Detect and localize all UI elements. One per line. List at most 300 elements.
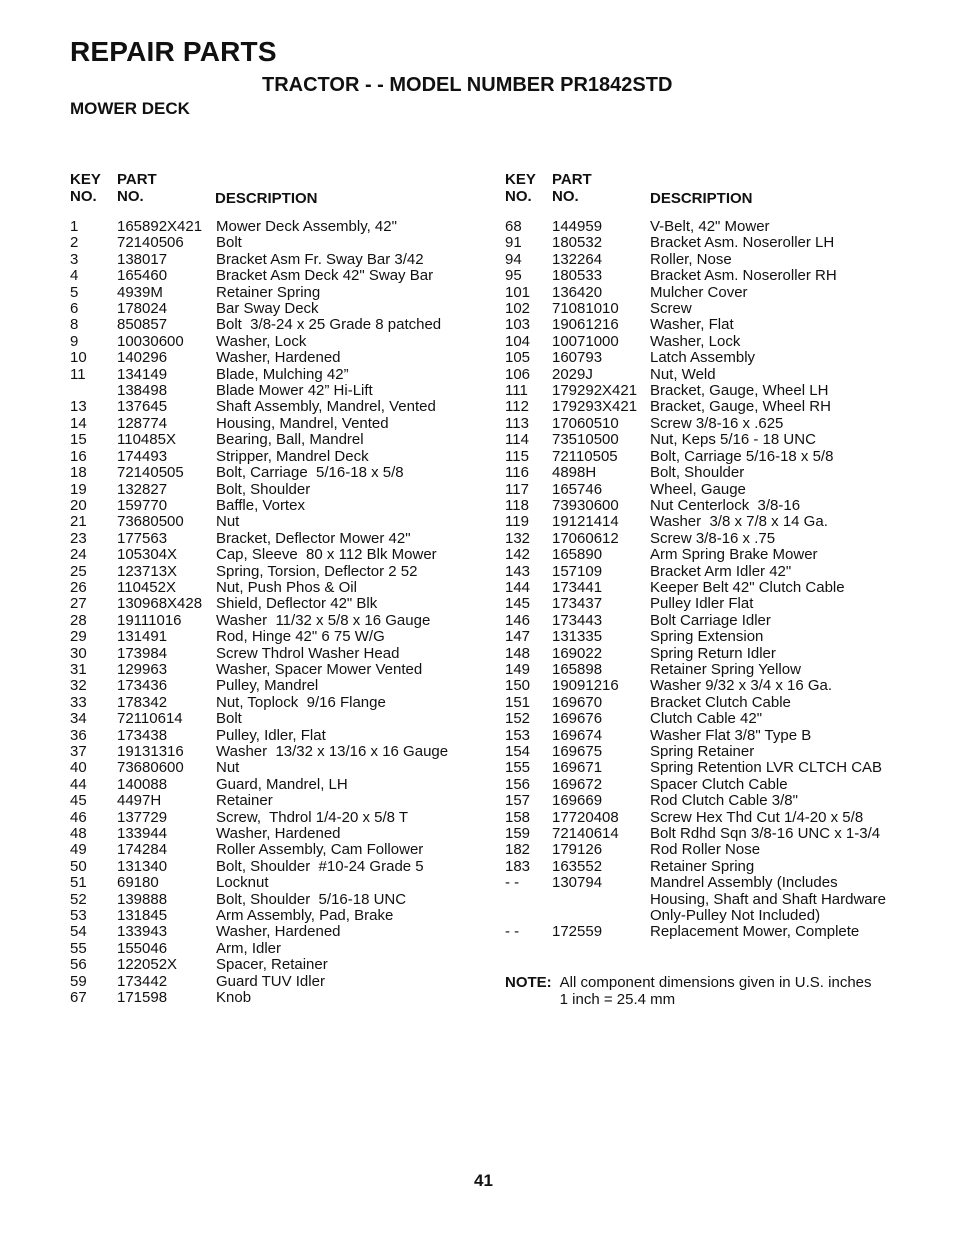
part-number: 72110505: [552, 447, 618, 465]
parts-row: [70, 826, 470, 842]
part-number: 174493: [117, 447, 168, 465]
part-description: Rod Clutch Cable 3/8": [650, 792, 798, 810]
part-description: Bracket Asm. Noseroller RH: [650, 267, 837, 285]
parts-row: [505, 564, 905, 580]
key-number: 9: [70, 332, 79, 350]
part-number: 169676: [552, 710, 603, 728]
parts-row: [70, 613, 470, 629]
parts-row: [505, 449, 905, 465]
page-title: REPAIR PARTS: [70, 36, 277, 67]
part-number: 165890: [552, 546, 603, 564]
key-number: 159: [505, 825, 531, 843]
part-number: 17060612: [552, 529, 619, 547]
key-number: 102: [505, 300, 531, 318]
key-number: 111: [505, 382, 528, 400]
parts-row: [70, 285, 470, 301]
part-description: Screw Hex Thd Cut 1/4-20 x 5/8: [650, 808, 864, 826]
parts-row: [505, 416, 905, 432]
key-number: 51: [70, 874, 87, 892]
key-number: 15: [70, 431, 87, 449]
key-number: 25: [70, 562, 87, 580]
parts-row: [70, 531, 470, 547]
key-number: 152: [505, 710, 531, 728]
part-description: Screw 3/8-16 x .625: [650, 414, 784, 432]
part-number: 173443: [552, 611, 603, 629]
part-number: 132264: [552, 250, 603, 268]
key-no-header: [505, 171, 552, 207]
key-header-line1: KEY: [70, 171, 101, 188]
part-description: Baffle, Vortex: [216, 496, 305, 514]
key-number: 149: [505, 660, 531, 678]
part-description: Washer, Hardened: [216, 825, 341, 843]
part-number: 138017: [117, 250, 168, 268]
parts-row: [505, 498, 905, 514]
section-title: MOWER DECK: [70, 99, 190, 118]
part-number: 173442: [117, 972, 168, 990]
part-description: Stripper, Mandrel Deck: [216, 447, 369, 465]
key-number: 68: [505, 218, 522, 235]
key-number: 30: [70, 644, 87, 662]
parts-row: [70, 268, 470, 284]
part-number: 159770: [117, 496, 168, 514]
part-number: 73930600: [552, 496, 619, 514]
part-number: 73680600: [117, 759, 184, 777]
part-number: 165746: [552, 480, 603, 498]
part-number: 179292X421: [552, 382, 638, 400]
part-description: Bracket Clutch Cable: [650, 693, 791, 711]
part-number: 17720408: [552, 808, 619, 826]
part-number: 163552: [552, 857, 603, 875]
parts-row: [505, 678, 905, 694]
parts-row: [70, 564, 470, 580]
parts-row: [505, 514, 905, 530]
parts-row: [505, 482, 905, 498]
part-number: 169672: [552, 775, 603, 793]
part-description: Retainer Spring: [650, 857, 755, 875]
parts-row: [505, 859, 905, 875]
parts-row: [505, 810, 905, 826]
key-number: 67: [70, 989, 87, 1007]
part-description: Bracket, Deflector Mower 42": [216, 529, 411, 547]
part-description: Locknut: [216, 874, 269, 892]
part-description: Bar Sway Deck: [216, 300, 319, 318]
key-number: 148: [505, 644, 531, 662]
part-description: Blade, Mulching 42”: [216, 365, 349, 383]
part-number: 4898H: [552, 464, 597, 482]
parts-row: [70, 449, 470, 465]
part-description: Bolt 3/8-24 x 25 Grade 8 patched: [216, 316, 442, 334]
key-number: 23: [70, 529, 87, 547]
part-description: Spring, Torsion, Deflector 2 52: [216, 562, 418, 580]
parts-row: [505, 629, 905, 645]
part-number: 138498: [117, 382, 168, 400]
parts-row: [70, 990, 470, 1006]
parts-row: [505, 580, 905, 596]
part-number: 131491: [117, 628, 168, 646]
part-description: Mulcher Cover: [650, 283, 748, 301]
key-header-line2: NO.: [70, 188, 97, 205]
part-number: 180532: [552, 234, 603, 252]
part-number: 169671: [552, 759, 603, 777]
parts-row: [70, 514, 470, 530]
key-number: 36: [70, 726, 87, 744]
note-label: NOTE:: [505, 974, 552, 991]
description-header: [650, 171, 905, 207]
parts-row: [505, 317, 905, 333]
parts-row: [505, 646, 905, 662]
part-number: 129963: [117, 660, 168, 678]
parts-row: [505, 465, 905, 481]
part-number: 131845: [117, 907, 168, 925]
parts-row: [505, 826, 905, 842]
part-number: 177563: [117, 529, 168, 547]
parts-list-header: [505, 171, 905, 207]
part-number: 4939M: [117, 283, 163, 301]
key-number: 112: [505, 398, 529, 416]
parts-row: [505, 695, 905, 711]
part-number: 179293X421: [552, 398, 638, 416]
part-description: Washer, Flat: [650, 316, 734, 334]
part-description: Washer 3/8 x 7/8 x 14 Ga.: [650, 513, 828, 531]
key-number: 115: [505, 447, 529, 465]
key-number: 5: [70, 283, 79, 301]
key-number: 37: [70, 743, 87, 760]
part-description: Bolt, Carriage 5/16-18 x 5/8: [216, 464, 404, 482]
part-description: Clutch Cable 42": [650, 710, 763, 728]
part-description: Replacement Mower, Complete: [650, 923, 860, 941]
part-description: Spring Retention LVR CLTCH CAB: [650, 759, 883, 777]
part-number: 133944: [117, 825, 168, 843]
parts-row: [505, 531, 905, 547]
part-description: Rod Roller Nose: [650, 841, 761, 859]
parts-row: [70, 974, 470, 990]
parts-row: [70, 957, 470, 973]
key-number: 142: [505, 546, 531, 564]
part-number: 133943: [117, 923, 168, 941]
part-number: 169022: [552, 644, 603, 662]
part-description: Bracket, Gauge, Wheel LH: [650, 382, 829, 400]
key-number: - -: [505, 923, 520, 941]
key-number: 56: [70, 956, 87, 974]
part-description: Spring Retainer: [650, 743, 755, 760]
part-number: 19121414: [552, 513, 619, 531]
parts-row: [70, 235, 470, 251]
part-no-header: [117, 171, 215, 207]
key-number: 49: [70, 841, 87, 859]
part-description: Roller, Nose: [650, 250, 732, 268]
part-description: Spacer Clutch Cable: [650, 775, 788, 793]
part-description: Washer Flat 3/8" Type B: [650, 726, 812, 744]
part-description: Arm, Idler: [216, 939, 282, 957]
parts-row: [70, 580, 470, 596]
key-number: 150: [505, 677, 531, 695]
part-number: 4497H: [117, 792, 162, 810]
key-number: 154: [505, 743, 531, 760]
description-header-label: DESCRIPTION: [215, 190, 318, 207]
key-number: 34: [70, 710, 87, 728]
part-description: Washer, Hardened: [216, 923, 341, 941]
key-number: 21: [70, 513, 87, 531]
key-number: 32: [70, 677, 87, 695]
part-number: 134149: [117, 365, 168, 383]
parts-row: [70, 695, 470, 711]
part-header-line2: NO.: [552, 188, 579, 205]
part-number: 131340: [117, 857, 168, 875]
key-number: 104: [505, 332, 531, 350]
part-number: 72110614: [117, 710, 183, 728]
key-number: 46: [70, 808, 87, 826]
parts-row: [70, 317, 470, 333]
key-number: [70, 383, 117, 399]
part-number: 110452X: [117, 578, 176, 596]
part-number: 132827: [117, 480, 168, 498]
part-number: 169675: [552, 743, 603, 760]
part-number: 157109: [552, 562, 603, 580]
part-description: Shaft Assembly, Mandrel, Vented: [216, 398, 436, 416]
parts-row: [505, 760, 905, 776]
parts-row: [70, 367, 470, 383]
part-number: 73510500: [552, 431, 619, 449]
parts-list-right: [505, 171, 905, 941]
part-description: Bracket Arm Idler 42": [650, 562, 792, 580]
part-number: 137645: [117, 398, 168, 416]
key-number: 157: [505, 792, 531, 810]
parts-row: [505, 842, 905, 858]
part-description: Bracket Asm Fr. Sway Bar 3/42: [216, 250, 424, 268]
parts-row: [505, 662, 905, 678]
parts-row: [70, 432, 470, 448]
part-no-header: [552, 171, 650, 207]
part-number: 165460: [117, 267, 168, 285]
key-number: 155: [505, 759, 531, 777]
part-number: 19111016: [117, 611, 182, 629]
parts-row: [505, 350, 905, 366]
parts-row: [70, 416, 470, 432]
parts-row: [70, 219, 470, 235]
parts-row: [70, 892, 470, 908]
key-number: 156: [505, 775, 531, 793]
key-number: 29: [70, 628, 87, 646]
key-number: 91: [505, 234, 522, 252]
part-description: Bolt: [216, 234, 242, 252]
part-description: Bearing, Ball, Mandrel: [216, 431, 364, 449]
key-number: 119: [505, 513, 529, 531]
key-number: 11: [70, 365, 86, 383]
part-description: Bolt Carriage Idler: [650, 611, 771, 629]
key-number: 144: [505, 578, 531, 596]
part-number: 19061216: [552, 316, 619, 334]
key-number: 118: [505, 496, 529, 514]
key-number: 95: [505, 267, 522, 285]
part-header-line1: PART: [552, 171, 592, 188]
key-number: 19: [70, 480, 87, 498]
part-number: 172559: [552, 923, 603, 941]
parts-row: [505, 728, 905, 744]
key-number: 113: [505, 414, 529, 432]
part-description: Guard TUV Idler: [216, 972, 325, 990]
part-number: 69180: [117, 874, 159, 892]
parts-row: [505, 613, 905, 629]
description-header: [215, 171, 470, 207]
part-description: Latch Assembly: [650, 349, 756, 367]
part-number: 10071000: [552, 332, 619, 350]
parts-row: [70, 482, 470, 498]
part-description: Bolt, Shoulder: [650, 464, 745, 482]
part-number: 130794: [552, 874, 603, 892]
parts-row: [70, 728, 470, 744]
parts-row: [70, 629, 470, 645]
part-number: 10030600: [117, 332, 184, 350]
parts-row: [70, 924, 470, 940]
parts-row: [70, 498, 470, 514]
part-number: 105304X: [117, 546, 178, 564]
parts-row: [505, 399, 905, 415]
parts-row: [505, 285, 905, 301]
description-header-label: DESCRIPTION: [650, 190, 753, 207]
key-number: 4: [70, 267, 79, 285]
parts-row: [505, 334, 905, 350]
key-number: 40: [70, 759, 87, 777]
parts-row: [70, 301, 470, 317]
part-number: 72140506: [117, 234, 184, 252]
part-description: Bolt: [216, 710, 242, 728]
part-number: 169669: [552, 792, 603, 810]
key-number: 114: [505, 431, 529, 449]
parts-row: [70, 399, 470, 415]
part-number: 173984: [117, 644, 168, 662]
part-number: 19091216: [552, 677, 619, 695]
key-number: 103: [505, 316, 531, 334]
key-number: 55: [70, 939, 87, 957]
key-number: 16: [70, 447, 87, 465]
part-number: 140296: [117, 349, 168, 367]
part-number: 128774: [117, 414, 168, 432]
part-number: 2029J: [552, 365, 593, 383]
key-header-line1: KEY: [505, 171, 536, 188]
key-number: 24: [70, 546, 87, 564]
part-description: Bolt, Shoulder: [216, 480, 311, 498]
part-number: 173441: [552, 578, 603, 596]
parts-row: [70, 252, 470, 268]
parts-row: [505, 383, 905, 399]
part-description: Mower Deck Assembly, 42": [216, 218, 397, 235]
part-description: Screw, Thdrol 1/4-20 x 5/8 T: [216, 808, 409, 826]
part-description: Arm Spring Brake Mower: [650, 546, 818, 564]
parts-row: [70, 941, 470, 957]
parts-row: [505, 367, 905, 383]
part-description: Keeper Belt 42" Clutch Cable: [650, 578, 845, 596]
parts-row: [70, 547, 470, 563]
key-number: 27: [70, 595, 87, 613]
part-description: Bolt Rdhd Sqn 3/8-16 UNC x 1-3/4: [650, 825, 881, 843]
part-description: Bracket Asm Deck 42" Sway Bar: [216, 267, 434, 285]
part-number: 165898: [552, 660, 603, 678]
part-description: Pulley, Idler, Flat: [216, 726, 326, 744]
key-number: 20: [70, 496, 87, 514]
part-description: Housing, Mandrel, Vented: [216, 414, 389, 432]
part-description: Pulley Idler Flat: [650, 595, 754, 613]
key-number: 117: [505, 480, 529, 498]
key-number: 8: [70, 316, 79, 334]
part-description: Washer, Lock: [650, 332, 741, 350]
part-number: 122052X: [117, 956, 178, 974]
parts-row: [70, 383, 470, 399]
part-number: 144959: [552, 218, 603, 235]
part-description: Screw 3/8-16 x .75: [650, 529, 776, 547]
parts-rows-right: [505, 219, 905, 941]
part-number: 72140614: [552, 825, 619, 843]
key-number: 2: [70, 234, 79, 252]
parts-row: [70, 744, 470, 760]
key-number: 50: [70, 857, 87, 875]
part-description: Retainer Spring: [216, 283, 321, 301]
part-description: Bracket Asm. Noseroller LH: [650, 234, 835, 252]
parts-row: [70, 875, 470, 891]
part-description: Retainer: [216, 792, 273, 810]
part-description: Screw: [650, 300, 692, 318]
part-description: Washer, Spacer Mower Vented: [216, 660, 423, 678]
part-description: Bolt, Shoulder 5/16-18 UNC: [216, 890, 407, 908]
key-number: 14: [70, 414, 87, 432]
parts-row: [505, 924, 905, 940]
part-description: Washer, Lock: [216, 332, 307, 350]
parts-row: [70, 646, 470, 662]
key-number: 54: [70, 923, 87, 941]
part-number: 139888: [117, 890, 168, 908]
parts-row: [505, 432, 905, 448]
part-description: Nut, Toplock 9/16 Flange: [216, 693, 386, 711]
part-number: 178342: [117, 693, 168, 711]
part-description: Mandrel Assembly (Includes Housing, Shaft and Shaft Hardware Only-Pulley Not Included): [650, 874, 886, 925]
part-description: Spring Extension: [650, 628, 764, 646]
key-number: 94: [505, 250, 522, 268]
parts-row: [505, 596, 905, 612]
page-number: 41: [474, 1171, 493, 1190]
parts-row: [505, 744, 905, 760]
parts-row: [70, 777, 470, 793]
part-header-line1: PART: [117, 171, 157, 188]
parts-row: [70, 678, 470, 694]
part-number: 136420: [552, 283, 603, 301]
dimensions-note: [505, 974, 872, 1008]
part-description: Blade Mower 42” Hi-Lift: [216, 382, 373, 400]
part-number: 173436: [117, 677, 168, 695]
part-number: 140088: [117, 775, 168, 793]
part-header-line2: NO.: [117, 188, 144, 205]
parts-row: [70, 859, 470, 875]
key-number: 13: [70, 398, 87, 416]
key-number: 6: [70, 300, 79, 318]
part-number: 169674: [552, 726, 603, 744]
key-number: 183: [505, 857, 531, 875]
part-description: Nut, Weld: [650, 365, 716, 383]
key-number: 10: [70, 349, 87, 367]
part-description: Washer, Hardened: [216, 349, 341, 367]
parts-row: [505, 777, 905, 793]
parts-rows-left: [70, 219, 470, 1007]
part-description: Wheel, Gauge: [650, 480, 746, 498]
part-description: Rod, Hinge 42" 6 75 W/G: [216, 628, 385, 646]
part-description: Roller Assembly, Cam Follower: [216, 841, 424, 859]
parts-list-header: [70, 171, 470, 207]
parts-row: [505, 301, 905, 317]
parts-row: [70, 793, 470, 809]
parts-list-left: [70, 171, 470, 1007]
part-description: Cap, Sleeve 80 x 112 Blk Mower: [216, 546, 437, 564]
part-description: Guard, Mandrel, LH: [216, 775, 348, 793]
parts-row: [70, 908, 470, 924]
part-number: 130968X428: [117, 595, 203, 613]
